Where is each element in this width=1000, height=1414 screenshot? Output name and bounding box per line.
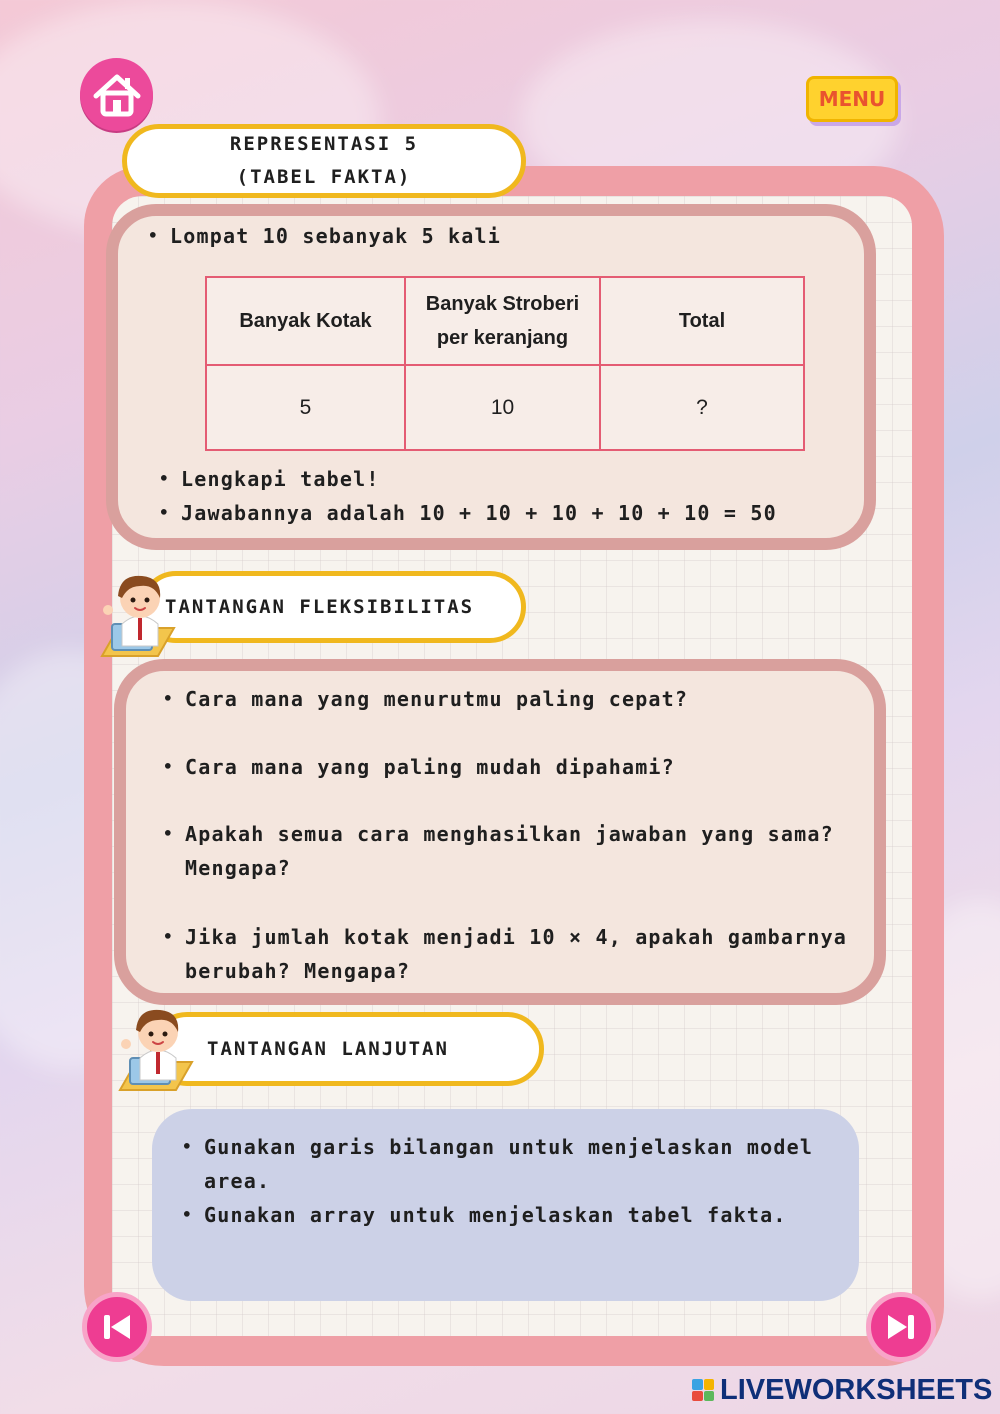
header-line: per keranjang (436, 327, 569, 349)
challenge-item: • Gunakan garis bilangan untuk menjelaskan model (204, 1130, 813, 1164)
menu-button[interactable]: MENU (806, 76, 898, 122)
page-title-line2: (TABEL FAKTA) (236, 166, 412, 188)
table-row (206, 365, 804, 450)
table-header-row (206, 277, 804, 365)
brand-name: LIVEWORKSHEETS (720, 1373, 993, 1406)
section-title-flexibility: TANTANGAN FLEKSIBILITAS (140, 571, 526, 643)
page-title-line1: REPRESENTASI 5 (229, 133, 419, 155)
table-cell: 10 (405, 365, 600, 450)
section-title-advanced: TANTANGAN LANJUTAN (150, 1012, 544, 1086)
table-header-cell: Total (600, 277, 804, 365)
page-title (122, 124, 526, 198)
intro-text: • Lompat 10 sebanyak 5 kali (170, 219, 501, 253)
table-cell-answer[interactable]: ? (600, 365, 804, 450)
header-line: Banyak Stroberi (425, 293, 580, 315)
challenge-item: • Gunakan array untuk menjelaskan tabel fakta. (204, 1198, 787, 1232)
brand-watermark (692, 1374, 992, 1406)
home-button[interactable] (80, 58, 153, 131)
next-page-button[interactable] (866, 1292, 936, 1362)
table-header-cell: Banyak Kotak (206, 277, 405, 365)
table-header-cell (405, 277, 600, 365)
student-avatar (96, 566, 178, 662)
instruction-text: • Lengkapi tabel! (181, 462, 380, 496)
next-icon (881, 1307, 921, 1347)
question-item-cont: Mengapa? (185, 856, 291, 880)
student-avatar (114, 1000, 196, 1096)
table-cell: 5 (206, 365, 405, 450)
fact-table (205, 276, 805, 451)
question-item: • Jika jumlah kotak menjadi 10 × 4, apakah gambarnya (185, 920, 847, 954)
question-item: • Cara mana yang menurutmu paling cepat? (185, 682, 688, 716)
prev-icon (97, 1307, 137, 1347)
question-item: • Cara mana yang paling mudah dipahami? (185, 750, 675, 784)
question-item: • Apakah semua cara menghasilkan jawaban yang sama? (185, 817, 834, 851)
answer-text: • Jawabannya adalah 10 + 10 + 10 + 10 + 10 = 50 (181, 496, 777, 530)
question-item-cont: berubah? Mengapa? (185, 959, 411, 983)
prev-page-button[interactable] (82, 1292, 152, 1362)
brand-logo-icon (692, 1379, 714, 1401)
challenge-item-cont: area. (204, 1169, 271, 1193)
home-icon (92, 72, 142, 118)
